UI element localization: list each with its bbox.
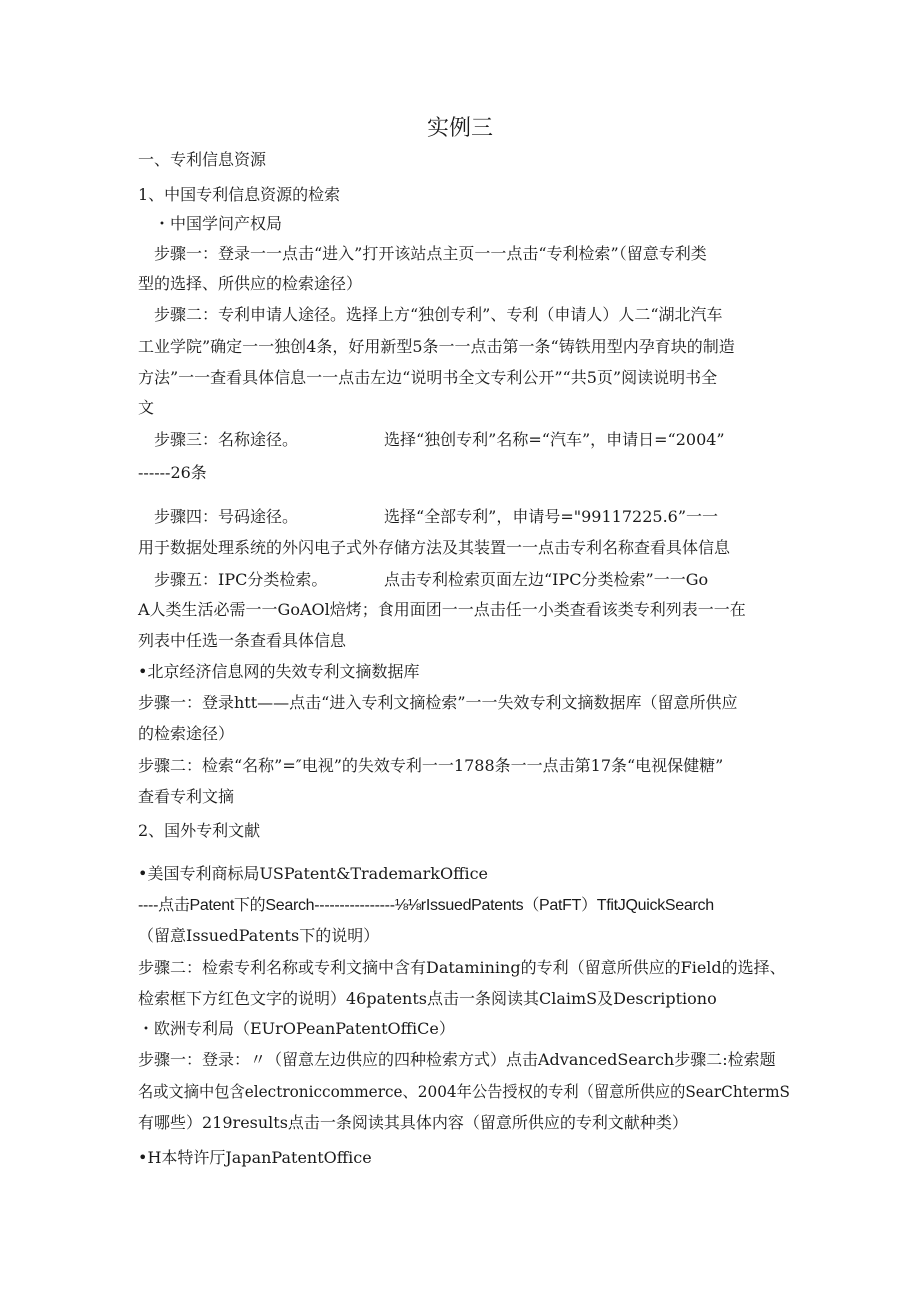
page-title: 实例三 xyxy=(426,116,493,141)
bullet-item: ・中国学问产权局 xyxy=(154,214,283,233)
bullet-item: •H本特许厅JapanPatentOffice xyxy=(138,1148,372,1167)
paragraph-line: 有哪些）219results点击一条阅读其具体内容（留意所供应的专利文献种类） xyxy=(138,1113,688,1132)
paragraph-line: 查看专利文摘 xyxy=(138,787,235,806)
paragraph-line: 列表中任选一条查看具体信息 xyxy=(138,631,347,650)
bullet-item: •北京经济信息网的失效专利文摘数据库 xyxy=(138,662,420,681)
paragraph-line xyxy=(154,507,298,527)
section-heading: 一、专利信息资源 xyxy=(138,150,267,169)
paragraph-line: 步骤二：检索“名称”=″电视”的失效专利一一1788条一一点击第17条“电视保健糖” xyxy=(138,756,724,775)
paragraph-line: 步骤二：检索专利名称或专利文摘中含有Datamining的专利（留意所供应的Field的选择、 xyxy=(138,958,786,977)
paragraph-line: 方法”一一查看具体信息一一点击左边“说明书全文专利公开”“共5页”阅读说明书全 xyxy=(138,368,718,387)
paragraph-line xyxy=(154,570,327,590)
bullet-item: ・欧洲专利局（EUrOPeanPatentOffiCe） xyxy=(138,1019,455,1038)
paragraph-line: 步骤二：专利申请人途径。选择上方“独创专利”、专利（申请人）人二“湖北汽车 xyxy=(154,305,723,324)
step-label: 步骤四：号码途径。 xyxy=(154,507,299,526)
paragraph-line: 检索框下方红色文字的说明）46patents点击一条阅读其ClaimS及Descriptiono xyxy=(138,989,717,1008)
paragraph-line xyxy=(154,430,298,450)
paragraph-line: 工业学院”确定一一独创4条，好用新型5条一一点击第一条“铸铁用型内孕育块的制造 xyxy=(138,337,735,356)
paragraph-line: 选择“独创专利”名称=“汽车”，申请日=“2004” xyxy=(384,430,725,449)
paragraph-line: 用于数据处理系统的外闪电子式外存储方法及其装置一一点击专利名称查看具体信息 xyxy=(138,538,731,557)
bullet-item: •美国专利商标局USPatent&TrademarkOffice xyxy=(138,864,489,883)
paragraph-line: A人类生活必需一一GoAOl焙烤；食用面团一一点击任一小类查看该类专利列表一一在 xyxy=(138,600,746,619)
paragraph-line: 步骤一：登录htt——点击“进入专利文摘检索”一一失效专利文摘数据库（留意所供应 xyxy=(138,693,738,712)
paragraph-line: （留意IssuedPatents下的说明） xyxy=(138,926,380,945)
subsection-heading: 2、国外专利文献 xyxy=(138,821,261,840)
paragraph-line: 的检索途径） xyxy=(138,724,235,743)
paragraph-line: 步骤一：登录一一点击“进入”打开该站点主页一一点击“专利检索”（留意专利类 xyxy=(154,244,707,263)
paragraph-line: 型的选择、所供应的检索途径） xyxy=(138,274,363,293)
paragraph-line: 名或文摘中包含electroniccommerce、2004年公告授权的专利（留意所供应的SearChtermS xyxy=(138,1082,791,1101)
subsection-heading: 1、中国专利信息资源的检索 xyxy=(138,185,341,204)
step-label: 步骤五：IPC分类检索。 xyxy=(154,570,328,589)
step-label: 步骤三：名称途径。 xyxy=(154,430,299,449)
paragraph-line: ------26条 xyxy=(138,463,207,482)
paragraph-line: 选择“全部专利”，申请号="99117225.6”一一 xyxy=(384,507,719,526)
paragraph-line: 步骤一：登录：〃（留意左边供应的四种检索方式）点击AdvancedSearch步骤二:检索题 xyxy=(138,1050,776,1069)
paragraph-line: 点击专利检索页面左边“IPC分类检索”一一Go xyxy=(384,570,709,589)
paragraph-line: ----点击Patent下的Search----------------⅛⅛rIssuedPatents（PatFT）TfitJQuickSearch xyxy=(138,897,714,914)
paragraph-line: 文 xyxy=(138,398,155,417)
